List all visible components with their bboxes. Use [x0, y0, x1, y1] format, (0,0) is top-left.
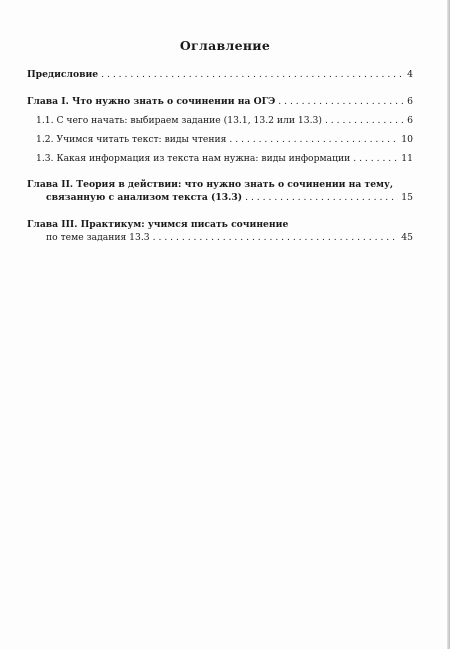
toc-entry-title: 1.2. Учимся читать текст: виды чтения [36, 134, 227, 145]
toc-leader-dots [353, 152, 398, 165]
toc-entry-section-1-2[interactable] [27, 133, 413, 146]
toc-entry-section-1-3[interactable] [27, 152, 413, 165]
table-of-contents [27, 68, 413, 244]
toc-leader-dots [101, 68, 404, 81]
toc-page-number: 4 [407, 69, 413, 80]
toc-entry-continuation [27, 191, 413, 204]
toc-page-number: 11 [401, 153, 413, 164]
toc-entry-title-line1: Глава III. Практикум: учимся писать сочинение [27, 219, 289, 230]
toc-entry-chapter-3[interactable] [27, 218, 413, 244]
toc-page-number: 6 [407, 96, 413, 107]
toc-entry-continuation [27, 231, 413, 244]
toc-entry-title: 1.1. С чего начать: выбираем задание (13.1, 13.2 или 13.3) [36, 115, 322, 126]
toc-entry-chapter-2[interactable] [27, 178, 413, 204]
toc-page-number: 10 [401, 134, 413, 145]
toc-leader-dots [245, 191, 398, 204]
toc-entry-title: Глава I. Что нужно знать о сочинении на ОГЭ [27, 96, 276, 107]
toc-page-number: 6 [407, 115, 413, 126]
toc-page-number: 45 [401, 232, 413, 243]
toc-entry-title-line1: Глава II. Теория в действии: что нужно знать о сочинении на тему, [27, 179, 394, 190]
toc-entry-section-1-1[interactable] [27, 114, 413, 127]
toc-entry-title-line2: по теме задания 13.3 [46, 232, 150, 243]
toc-leader-dots [325, 114, 404, 127]
toc-leader-dots [229, 133, 398, 146]
toc-entry-title-line2: связанную с анализом текста (13.3) [46, 192, 243, 203]
toc-entry-preface[interactable] [27, 68, 413, 81]
toc-page-number: 15 [401, 192, 413, 203]
toc-leader-dots [153, 231, 399, 244]
toc-entry-chapter-1[interactable] [27, 95, 413, 108]
toc-entry-title: Предисловие [27, 69, 99, 80]
page-title: Оглавление [179, 38, 271, 53]
toc-leader-dots [278, 95, 404, 108]
toc-entry-title: 1.3. Какая информация из текста нам нужна: виды информации [36, 153, 351, 164]
